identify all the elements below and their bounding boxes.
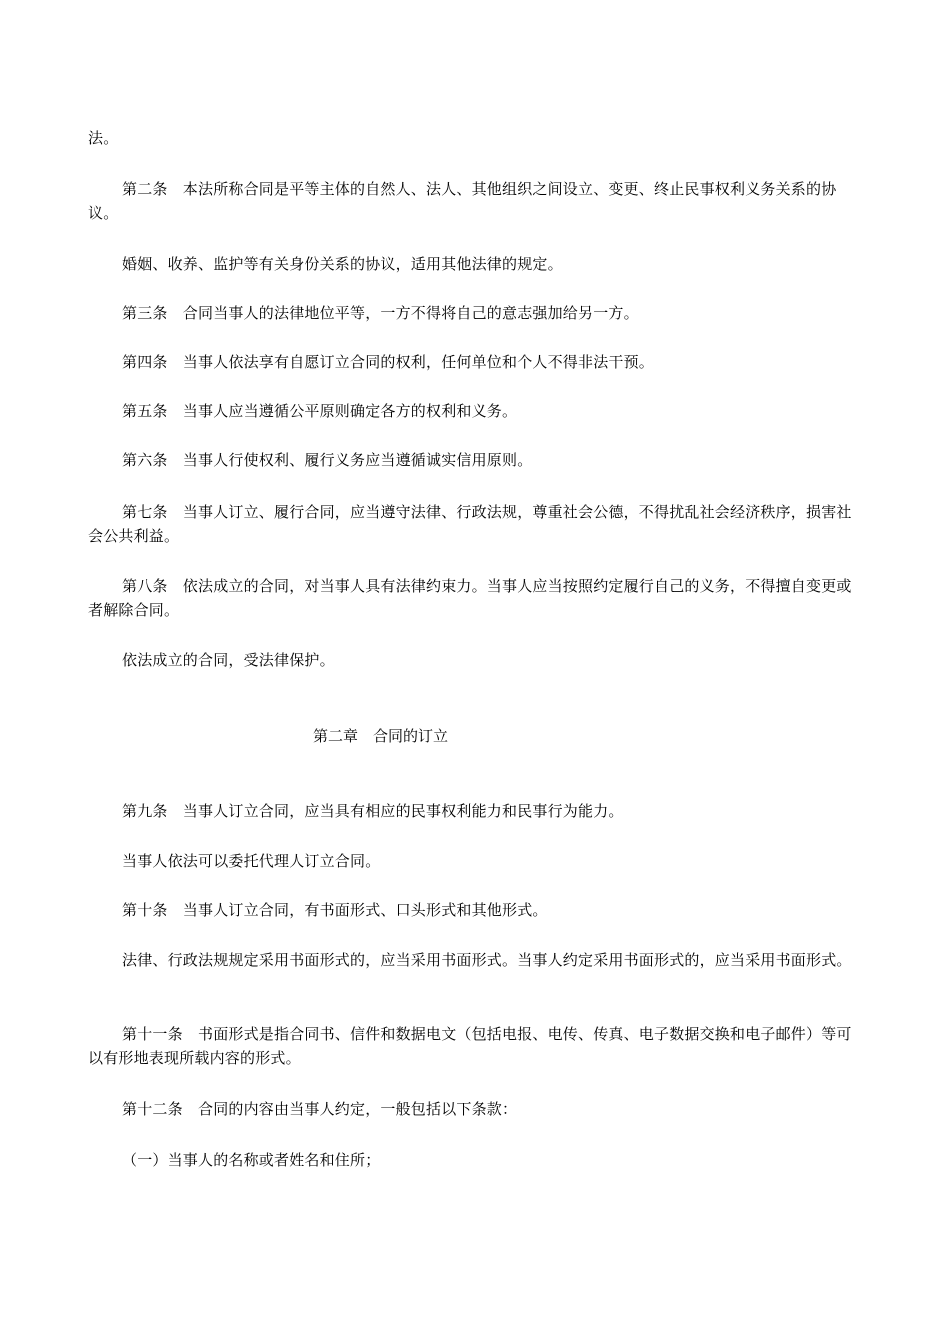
article-11: 第十一条 书面形式是指合同书、信件和数据电文（包括电报、电传、传真、电子数据交换和电子邮件）等可以有形地表现所载内容的形式。 bbox=[88, 1025, 852, 1067]
article-9: 第九条 当事人订立合同，应当具有相应的民事权利能力和民事行为能力。 bbox=[122, 802, 624, 820]
article-3: 第三条 合同当事人的法律地位平等，一方不得将自己的意志强加给另一方。 bbox=[122, 304, 639, 322]
article-12: 第十二条 合同的内容由当事人约定，一般包括以下条款： bbox=[122, 1100, 518, 1118]
article-7: 第七条 当事人订立、履行合同，应当遵守法律、行政法规，尊重社会公德，不得扰乱社会经济秩序，损害社会公共利益。 bbox=[88, 503, 852, 545]
article-9-clause-2: 当事人依法可以委托代理人订立合同。 bbox=[122, 852, 381, 870]
article-2-clause-2: 婚姻、收养、监护等有关身份关系的协议，适用其他法律的规定。 bbox=[122, 255, 563, 273]
article-6: 第六条 当事人行使权利、履行义务应当遵循诚实信用原则。 bbox=[122, 451, 533, 469]
article-4: 第四条 当事人依法享有自愿订立合同的权利，任何单位和个人不得非法干预。 bbox=[122, 353, 655, 371]
article-8-clause-2: 依法成立的合同，受法律保护。 bbox=[122, 651, 335, 669]
article-10-clause-2: 法律、行政法规规定采用书面形式的，应当采用书面形式。当事人约定采用书面形式的，应当采用书面形式。 bbox=[122, 951, 852, 969]
chapter-title: 第二章 合同的订立 bbox=[313, 727, 449, 745]
article-12-item-1: （一）当事人的名称或者姓名和住所； bbox=[122, 1151, 381, 1169]
article-2: 第二条 本法所称合同是平等主体的自然人、法人、其他组织之间设立、变更、终止民事权利义务关系的协议。 bbox=[88, 180, 837, 222]
article-10: 第十条 当事人订立合同，有书面形式、口头形式和其他形式。 bbox=[122, 901, 548, 919]
article-8: 第八条 依法成立的合同，对当事人具有法律约束力。当事人应当按照约定履行自己的义务，不得擅自变更或者解除合同。 bbox=[88, 577, 852, 619]
article-5: 第五条 当事人应当遵循公平原则确定各方的权利和义务。 bbox=[122, 402, 518, 420]
paragraph-continuation: 法。 bbox=[88, 129, 119, 147]
